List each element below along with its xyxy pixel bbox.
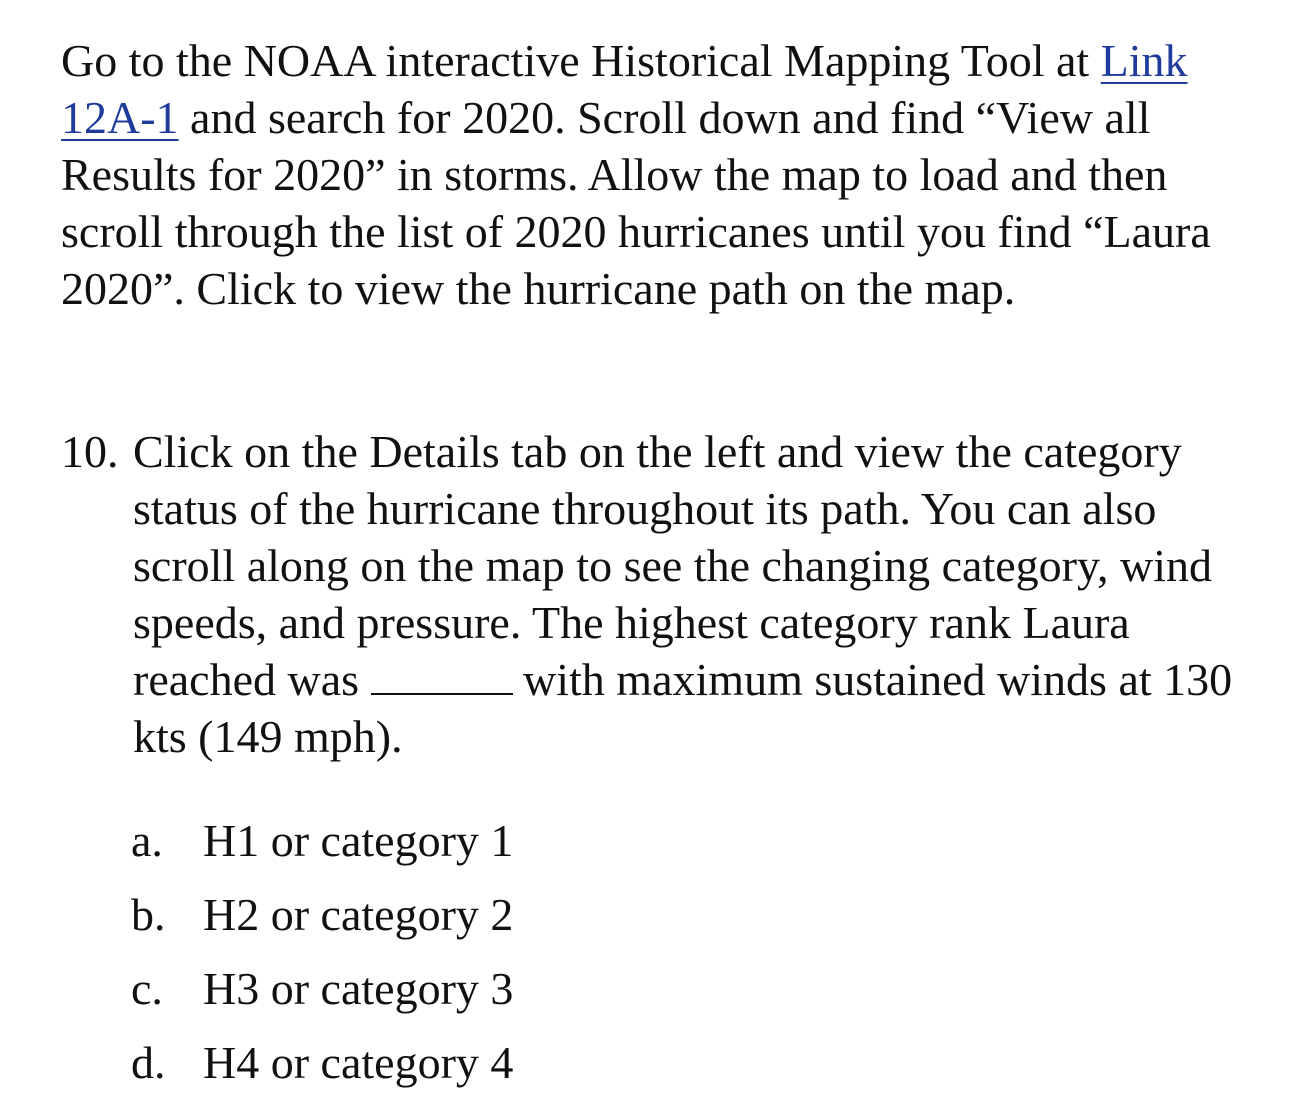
intro-paragraph — [61, 32, 1261, 317]
option-text: H4 or category 4 — [203, 1037, 514, 1088]
question-number: 10. — [61, 426, 119, 477]
option-letter: d. — [131, 1037, 166, 1088]
intro-text-start: Go to the NOAA interactive Historical Mapping Tool at — [61, 35, 1101, 86]
intro-text-end: and search for 2020. Scroll down and find “View all Results for 2020” in storms. Allow the map to load and then scroll through the list of 2020 hurricanes until you find “Laura 2020”. Click to view the hurricane path on the map. — [61, 92, 1211, 314]
option-text: H1 or category 1 — [203, 815, 514, 866]
option-c[interactable] — [131, 960, 513, 1034]
question-text — [133, 423, 1253, 765]
answer-options — [131, 812, 513, 1108]
answer-blank — [371, 653, 513, 695]
option-letter: c. — [131, 963, 163, 1014]
option-letter: a. — [131, 815, 163, 866]
option-text: H3 or category 3 — [203, 963, 514, 1014]
option-text: H2 or category 2 — [203, 889, 514, 940]
question-text-before-blank: Click on the Details tab on the left and view the category status of the hurricane throughout its path. You can also scroll along on the map to see the changing category, wind speeds, and pressure. The highest category rank Laura reached was — [133, 426, 1212, 705]
option-letter: b. — [131, 889, 166, 940]
option-b[interactable] — [131, 886, 513, 960]
question-10 — [61, 423, 1261, 765]
option-d[interactable] — [131, 1034, 513, 1108]
option-a[interactable] — [131, 812, 513, 886]
question-text-after-blank: with maximum sustained winds at 130 kts (149 mph). — [133, 654, 1233, 762]
link-12a-1[interactable]: Link 12A-1 — [61, 35, 1188, 143]
